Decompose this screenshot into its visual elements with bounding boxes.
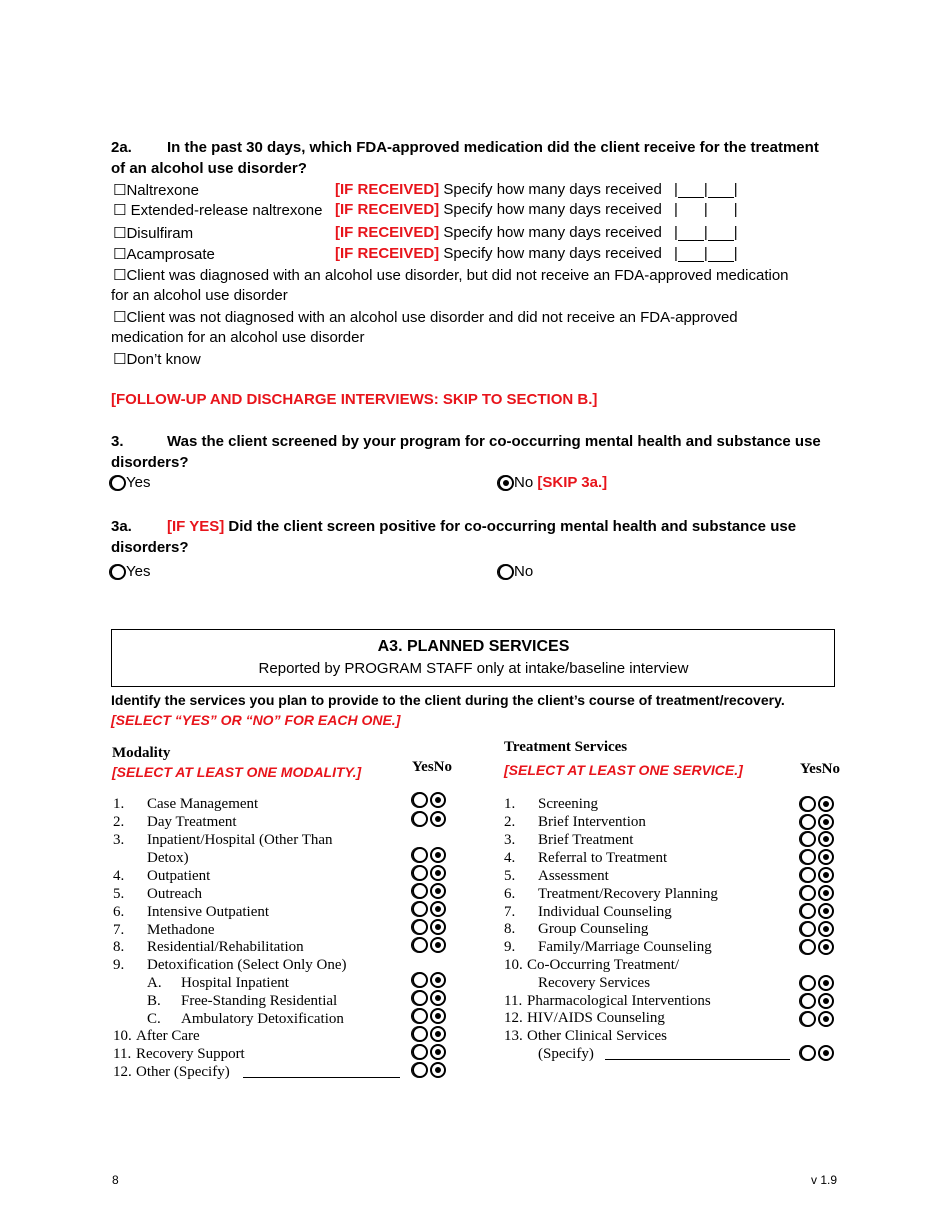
radio-no-selected-icon[interactable]	[430, 937, 446, 953]
radio-yes-icon[interactable]	[412, 1044, 428, 1060]
treatment-item-number: 2.	[504, 814, 516, 830]
radio-yes-icon[interactable]	[800, 849, 816, 865]
treatment-item-label: Family/Marriage Counseling	[538, 939, 712, 955]
treatment-item-label: Recovery Services	[538, 975, 651, 991]
modality-yes-no-pair	[412, 971, 448, 989]
specify-text: Specify how many days received	[443, 201, 662, 218]
radio-icon[interactable]	[498, 564, 514, 580]
med-label: Acamprosate	[126, 246, 215, 263]
if-received-label: [IF RECEIVED]	[335, 245, 440, 262]
option-not-diagnosed[interactable]: ☐Client was not diagnosed with an alcohol use disorder and did not receive an FDA-approved	[113, 309, 738, 326]
radio-no-selected-icon[interactable]	[818, 975, 834, 991]
days-digit-1[interactable]	[678, 183, 704, 198]
option-diagnosed-line2: for an alcohol use disorder	[111, 287, 288, 304]
modality-item-number: B.	[147, 993, 161, 1009]
q3a-text-line1: [IF YES] Did the client screen positive for co-occurring mental health and substance use	[167, 518, 797, 535]
checkbox-icon[interactable]: ☐	[113, 351, 127, 368]
modality-item-label: Outreach	[147, 886, 202, 902]
q2a-text-line2: of an alcohol use disorder?	[111, 160, 307, 177]
treatment-item-label: HIV/AIDS Counseling	[527, 1010, 665, 1026]
treatment-item-label: Assessment	[538, 868, 609, 884]
modality-item-number: 4.	[113, 868, 125, 884]
treatment-item-number: 11.	[504, 993, 523, 1009]
treatment-yes-no-pair	[800, 848, 836, 866]
skip-3a-label: [SKIP 3a.]	[537, 474, 608, 491]
if-received-label: [IF RECEIVED]	[335, 181, 440, 198]
treatment-yes-no-pair	[800, 866, 836, 884]
treatment-item-number: 3.	[504, 832, 516, 848]
radio-yes-icon[interactable]	[412, 990, 428, 1006]
treatment-item-number: 1.	[504, 796, 516, 812]
treatment-yes-no-pair	[800, 1010, 836, 1028]
section-title: A3. PLANNED SERVICES	[377, 638, 570, 655]
days-digit-2[interactable]	[708, 204, 734, 218]
q3a-text-line2: disorders?	[111, 539, 189, 556]
checkbox-icon[interactable]: ☐	[113, 182, 127, 199]
option-not-diagnosed-line2: medication for an alcohol use disorder	[111, 329, 365, 346]
modality-item-number: 2.	[113, 814, 125, 830]
days-digit-2[interactable]	[708, 183, 734, 198]
treatment-other-specify-line[interactable]	[605, 1059, 790, 1060]
checkbox-icon[interactable]: ☐	[113, 309, 127, 326]
modality-item-label: After Care	[136, 1028, 200, 1044]
modality-item-label: Other (Specify)	[136, 1064, 230, 1080]
modality-item-label: Inpatient/Hospital (Other Than	[147, 832, 333, 848]
treatment-item-label: Screening	[538, 796, 598, 812]
radio-no-selected-icon[interactable]	[430, 1008, 446, 1024]
radio-no-selected-icon[interactable]	[818, 831, 834, 847]
page-number: 8	[112, 1173, 119, 1187]
radio-no-selected-icon[interactable]	[430, 1062, 446, 1078]
specify-days-naltrexone: [IF RECEIVED] Specify how many days received | | |	[335, 181, 738, 198]
modality-instruction: [SELECT AT LEAST ONE MODALITY.]	[112, 764, 362, 780]
radio-yes-icon[interactable]	[800, 1045, 816, 1061]
modality-item-number: 3.	[113, 832, 125, 848]
radio-yes-icon[interactable]	[412, 937, 428, 953]
treatment-item-label: Treatment/Recovery Planning	[538, 886, 718, 902]
modality-item-number: C.	[147, 1011, 161, 1027]
radio-yes-icon[interactable]	[412, 883, 428, 899]
radio-icon[interactable]	[110, 564, 126, 580]
modality-yes-no-pair	[412, 846, 448, 864]
treatment-yes-no-pair	[800, 1044, 836, 1062]
modality-yes-no-pair	[412, 882, 448, 900]
specify-days-acamprosate: [IF RECEIVED] Specify how many days received | | |	[335, 245, 738, 262]
treatment-item-number: 10.	[504, 957, 523, 973]
modality-heading: Modality	[112, 745, 171, 761]
modality-item-label: Recovery Support	[136, 1046, 245, 1062]
radio-selected-icon[interactable]	[498, 475, 514, 491]
treatment-item-label: Other Clinical Services	[527, 1028, 667, 1044]
q3-yes-option[interactable]: Yes	[110, 474, 150, 491]
days-digit-1[interactable]	[678, 204, 704, 218]
radio-no-selected-icon[interactable]	[818, 1045, 834, 1061]
radio-yes-icon[interactable]	[412, 1026, 428, 1042]
radio-no-selected-icon[interactable]	[430, 847, 446, 863]
treatment-item-label: Co-Occurring Treatment/	[527, 957, 680, 973]
treatment-item-number: 9.	[504, 939, 516, 955]
modality-item-label: Hospital Inpatient	[181, 975, 289, 991]
q3-text-line2: disorders?	[111, 454, 189, 471]
days-digit-1[interactable]	[678, 226, 704, 241]
radio-no-selected-icon[interactable]	[818, 921, 834, 937]
checkbox-icon[interactable]: ☐	[113, 202, 127, 219]
modality-item-label: Detox)	[147, 850, 189, 866]
radio-no-selected-icon[interactable]	[430, 865, 446, 881]
radio-no-selected-icon[interactable]	[818, 867, 834, 883]
specify-days-disulfiram: [IF RECEIVED] Specify how many days received | | |	[335, 224, 738, 241]
modality-item-number: 6.	[113, 904, 125, 920]
med-row-extended-release[interactable]	[113, 201, 322, 219]
modality-item-number: 5.	[113, 886, 125, 902]
checkbox-icon[interactable]: ☐	[113, 246, 127, 263]
q2a-text-line1: In the past 30 days, which FDA-approved medication did the client receive for the treatment	[167, 139, 819, 156]
treatment-item-label: Group Counseling	[538, 921, 649, 937]
med-label: Disulfiram	[126, 225, 194, 242]
modality-yes-no-pair	[412, 1025, 448, 1043]
radio-yes-icon[interactable]	[800, 975, 816, 991]
treatment-item-number: 4.	[504, 850, 516, 866]
modality-item-label: Day Treatment	[147, 814, 237, 830]
modality-yes-no-pair	[412, 989, 448, 1007]
radio-no-selected-icon[interactable]	[430, 990, 446, 1006]
instructions-select: [SELECT “YES” OR “NO” FOR EACH ONE.]	[111, 712, 401, 728]
radio-yes-icon[interactable]	[412, 901, 428, 917]
q2a-number: 2a.	[111, 139, 132, 156]
modality-item-number: A.	[147, 975, 162, 991]
treatment-item-number: 5.	[504, 868, 516, 884]
radio-no-selected-icon[interactable]	[430, 1026, 446, 1042]
radio-no-selected-icon[interactable]	[818, 939, 834, 955]
radio-no-selected-icon[interactable]	[818, 993, 834, 1009]
modality-yes-no-pair	[412, 1061, 448, 1079]
radio-no-selected-icon[interactable]	[430, 1044, 446, 1060]
specify-text: Specify how many days received	[443, 245, 662, 262]
treatment-yes-no-header: YesNo	[800, 761, 841, 777]
q3a-yes-option[interactable]: Yes	[110, 563, 150, 580]
modality-yes-no-pair	[412, 1043, 448, 1061]
q3-no-option[interactable]: No [SKIP 3a.]	[498, 474, 607, 491]
specify-days-extended: [IF RECEIVED] Specify how many days received | | |	[335, 201, 738, 218]
radio-yes-icon[interactable]	[412, 792, 428, 808]
modality-item-label: Methadone	[147, 922, 215, 938]
radio-no-selected-icon[interactable]	[818, 903, 834, 919]
treatment-item-number: 7.	[504, 904, 516, 920]
if-yes-label: [IF YES]	[167, 518, 225, 535]
treatment-item-number: 8.	[504, 921, 516, 937]
radio-yes-icon[interactable]	[800, 831, 816, 847]
treatment-item-label: Brief Intervention	[538, 814, 646, 830]
days-digit-1[interactable]	[678, 247, 704, 262]
checkbox-icon[interactable]: ☐	[113, 225, 127, 242]
specify-text: Specify how many days received	[443, 224, 662, 241]
modality-yes-no-pair	[412, 1007, 448, 1025]
radio-no-selected-icon[interactable]	[430, 811, 446, 827]
option-diagnosed-not-received[interactable]: ☐Client was diagnosed with an alcohol use disorder, but did not receive an FDA-approved medication	[113, 267, 789, 284]
modality-item-label: Detoxification (Select Only One)	[147, 957, 347, 973]
modality-item-label: Case Management	[147, 796, 259, 812]
modality-item-label: Residential/Rehabilitation	[147, 939, 304, 955]
modality-yes-no-pair	[412, 810, 448, 828]
if-received-label: [IF RECEIVED]	[335, 224, 440, 241]
treatment-yes-no-pair	[800, 795, 836, 813]
version-label: v 1.9	[811, 1173, 838, 1187]
treatment-item-label: Referral to Treatment	[538, 850, 668, 866]
modality-item-number: 11.	[113, 1046, 132, 1062]
modality-other-specify-line[interactable]	[243, 1077, 400, 1078]
treatment-instruction: [SELECT AT LEAST ONE SERVICE.]	[504, 762, 743, 778]
q3a-number: 3a.	[111, 518, 132, 535]
radio-yes-icon[interactable]	[412, 1062, 428, 1078]
modality-yes-no-pair	[412, 900, 448, 918]
modality-yes-no-pair	[412, 864, 448, 882]
radio-yes-icon[interactable]	[412, 1008, 428, 1024]
radio-yes-icon[interactable]	[800, 993, 816, 1009]
treatment-yes-no-pair	[800, 830, 836, 848]
q3-number: 3.	[111, 433, 124, 450]
med-label: Extended-release naltrexone	[130, 202, 323, 219]
treatment-yes-no-pair	[800, 974, 836, 992]
modality-item-number: 10.	[113, 1028, 132, 1044]
treatment-item-number: 6.	[504, 886, 516, 902]
treatment-yes-no-pair	[800, 938, 836, 956]
modality-yes-no-header: YesNo	[412, 759, 453, 775]
modality-item-number: 12.	[113, 1064, 132, 1080]
modality-item-label: Free-Standing Residential	[181, 993, 338, 1009]
treatment-heading: Treatment Services	[504, 739, 628, 755]
radio-no-selected-icon[interactable]	[430, 972, 446, 988]
treatment-yes-no-pair	[800, 902, 836, 920]
radio-yes-icon[interactable]	[800, 921, 816, 937]
q3a-no-option[interactable]: No	[498, 563, 533, 580]
skip-note: [FOLLOW-UP AND DISCHARGE INTERVIEWS: SKIP TO SECTION B.]	[111, 391, 598, 408]
med-label: Naltrexone	[126, 182, 199, 199]
radio-icon[interactable]	[110, 475, 126, 491]
radio-yes-icon[interactable]	[800, 867, 816, 883]
radio-yes-icon[interactable]	[800, 939, 816, 955]
modality-item-number: 8.	[113, 939, 125, 955]
q3-text-line1: Was the client screened by your program for co-occurring mental health and substance use	[167, 433, 821, 450]
treatment-yes-no-pair	[800, 992, 836, 1010]
days-digit-2[interactable]	[708, 247, 734, 262]
treatment-item-number: 12.	[504, 1010, 523, 1026]
radio-yes-icon[interactable]	[800, 814, 816, 830]
radio-no-selected-icon[interactable]	[818, 814, 834, 830]
modality-item-label: Ambulatory Detoxification	[181, 1011, 344, 1027]
radio-no-selected-icon[interactable]	[430, 919, 446, 935]
section-subtitle: Reported by PROGRAM STAFF only at intake/baseline interview	[258, 660, 689, 677]
checkbox-icon[interactable]: ☐	[113, 267, 127, 284]
radio-yes-icon[interactable]	[800, 885, 816, 901]
med-row-disulfiram[interactable]	[113, 224, 193, 242]
treatment-item-label: (Specify)	[538, 1046, 594, 1062]
radio-no-selected-icon[interactable]	[818, 849, 834, 865]
specify-text: Specify how many days received	[443, 181, 662, 198]
treatment-item-label: Brief Treatment	[538, 832, 634, 848]
radio-no-selected-icon[interactable]	[430, 901, 446, 917]
instructions-text: Identify the services you plan to provide to the client during the client’s course of treatment/recovery.	[111, 692, 785, 708]
treatment-item-number: 13.	[504, 1028, 523, 1044]
treatment-yes-no-pair	[800, 884, 836, 902]
treatment-yes-no-pair	[800, 920, 836, 938]
modality-item-number: 7.	[113, 922, 125, 938]
if-received-label: [IF RECEIVED]	[335, 201, 440, 218]
radio-yes-icon[interactable]	[800, 903, 816, 919]
med-row-acamprosate[interactable]	[113, 245, 215, 263]
radio-no-selected-icon[interactable]	[818, 1011, 834, 1027]
modality-item-number: 9.	[113, 957, 125, 973]
radio-yes-icon[interactable]	[800, 1011, 816, 1027]
radio-yes-icon[interactable]	[412, 865, 428, 881]
med-row-naltrexone[interactable]	[113, 181, 199, 199]
radio-yes-icon[interactable]	[412, 847, 428, 863]
treatment-item-label: Individual Counseling	[538, 904, 672, 920]
modality-item-number: 1.	[113, 796, 125, 812]
treatment-yes-no-pair	[800, 813, 836, 831]
radio-yes-icon[interactable]	[412, 811, 428, 827]
modality-yes-no-pair	[412, 918, 448, 936]
modality-item-label: Intensive Outpatient	[147, 904, 270, 920]
radio-yes-icon[interactable]	[800, 796, 816, 812]
radio-no-selected-icon[interactable]	[430, 883, 446, 899]
modality-item-label: Outpatient	[147, 868, 211, 884]
treatment-item-label: Pharmacological Interventions	[527, 993, 711, 1009]
radio-no-selected-icon[interactable]	[818, 796, 834, 812]
days-digit-2[interactable]	[708, 226, 734, 241]
radio-no-selected-icon[interactable]	[818, 885, 834, 901]
radio-yes-icon[interactable]	[412, 919, 428, 935]
radio-yes-icon[interactable]	[412, 972, 428, 988]
modality-yes-no-pair	[412, 936, 448, 954]
option-dont-know[interactable]: ☐Don’t know	[113, 351, 201, 368]
modality-yes-no-pair	[412, 791, 448, 809]
radio-no-selected-icon[interactable]	[430, 792, 446, 808]
